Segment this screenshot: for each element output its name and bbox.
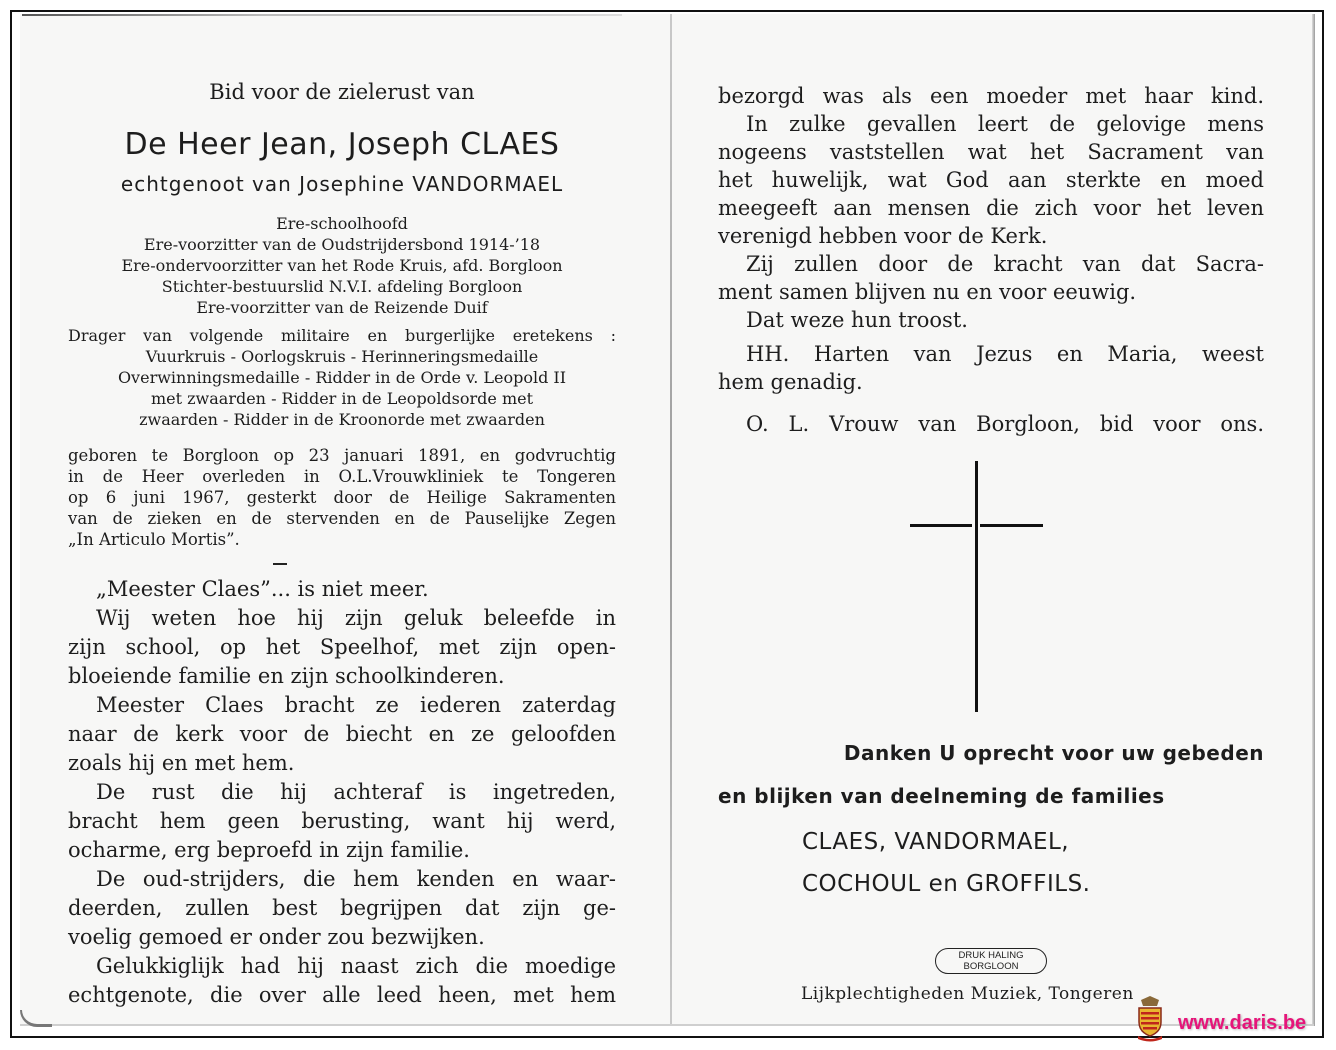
printer-stamp: [935, 948, 1047, 974]
title-line: Ere-ondervoorzitter van het Rode Kruis, afd. Borgloon: [121, 256, 563, 275]
eulogy-line: De oud-strijders, die hem kenden en waar-: [96, 867, 616, 891]
eulogy-line: Dat weze hun troost.: [746, 308, 968, 332]
eulogy-line: meegeeft aan mensen die zich voor het leven: [718, 196, 1264, 220]
title-line: Ere-voorzitter van de Reizende Duif: [196, 298, 488, 317]
family-line: COCHOUL en GROFFILS.: [802, 871, 1091, 897]
eulogy-line: Gelukkiglijk had hij naast zich die moedige: [96, 954, 616, 978]
funeral-director: Lijkplechtigheden Muziek, Tongeren: [801, 984, 1134, 1004]
thanks-line: en blijken van deelneming de families: [718, 784, 1165, 808]
eulogy-line: Meester Claes bracht ze iederen zaterdag: [96, 693, 616, 717]
title-line: Ere-schoolhoofd: [276, 214, 408, 233]
card-fold: [670, 14, 672, 1026]
title-line: Ere-voorzitter van de Oudstrijdersbond 1914-’18: [143, 235, 541, 254]
biography-line: op 6 juni 1967, gesterkt door de Heilige Sakramenten: [68, 488, 616, 507]
eulogy-line: De rust die hij achteraf is ingetreden,: [96, 780, 616, 804]
heraldic-crest-icon: [1135, 996, 1165, 1042]
eulogy-line: zoals hij en met hem.: [68, 751, 295, 775]
decorations-line: zwaarden - Ridder in de Kroonorde met zwaarden: [139, 410, 545, 429]
cross-arm-right: [980, 524, 1043, 527]
deceased-name: De Heer Jean, Joseph CLAES: [124, 127, 560, 162]
decorations-line: Drager van volgende militaire en burgerlijke eretekens :: [68, 326, 616, 345]
eulogy-line: In zulke gevallen leert de gelovige mens: [746, 112, 1264, 136]
thanks-line: Danken U oprecht voor uw gebeden: [843, 741, 1264, 765]
eulogy-line: bezorgd was als een moeder met haar kind.: [718, 84, 1264, 108]
section-divider: [273, 563, 287, 565]
eulogy-line: deerden, zullen best begrijpen dat zijn ge-: [68, 896, 616, 920]
printer-town: BORGLOON: [963, 961, 1019, 972]
biography-line: in de Heer overleden in O.L.Vrouwkliniek te Tongeren: [68, 467, 616, 486]
decorations-line: Vuurkruis - Oorlogskruis - Herinneringsmedaille: [145, 347, 539, 366]
printer-name: DRUK HALING: [958, 950, 1024, 961]
eulogy-line: hem genadig.: [718, 370, 863, 394]
eulogy-line: bloeiende familie en zijn schoolkinderen.: [68, 664, 505, 688]
watermark-site[interactable]: www.daris.be: [1178, 1012, 1307, 1034]
cross-upright: [975, 461, 978, 712]
eulogy-line: Wij weten hoe hij zijn geluk beleefde in: [96, 606, 616, 630]
eulogy-line: verenigd hebben voor de Kerk.: [718, 224, 1048, 248]
prayer-intro: Bid voor de zielerust van: [209, 80, 475, 104]
eulogy-line: echtgenote, die over alle leed heen, met hem: [68, 983, 616, 1007]
card-right-edge: [1312, 14, 1315, 1026]
eulogy-line: ocharme, erg beproefd in zijn familie.: [68, 838, 470, 862]
cross-arm-left: [910, 524, 972, 527]
eulogy-line: voelig gemoed er onder zou bezwijken.: [68, 925, 485, 949]
eulogy-line: ment samen blijven nu en voor eeuwig.: [718, 280, 1137, 304]
title-line: Stichter-bestuurslid N.V.I. afdeling Borgloon: [161, 277, 523, 296]
spouse-line: echtgenoot van Josephine VANDORMAEL: [120, 172, 564, 196]
decorations-line: met zwaarden - Ridder in de Leopoldsorde met: [150, 389, 534, 408]
eulogy-line: HH. Harten van Jezus en Maria, weest: [746, 342, 1264, 366]
prayer-line: O. L. Vrouw van Borgloon, bid voor ons.: [746, 412, 1264, 436]
decorations-line: Overwinningsmedaille - Ridder in de Orde v. Leopold II: [117, 368, 567, 387]
biography-line: „In Articulo Mortis”.: [68, 530, 240, 549]
eulogy-line: Zij zullen door de kracht van dat Sacra-: [746, 252, 1264, 276]
family-line: CLAES, VANDORMAEL,: [802, 829, 1070, 855]
eulogy-line: het huwelijk, wat God aan sterkte en moed: [718, 168, 1264, 192]
eulogy-line: „Meester Claes”... is niet meer.: [96, 577, 429, 601]
left-page: [68, 0, 616, 1050]
eulogy-line: nogeens vaststellen wat het Sacrament van: [718, 140, 1264, 164]
biography-line: van de zieken en de stervenden en de Pauselijke Zegen: [68, 509, 616, 528]
eulogy-line: bracht hem geen berusting, want hij werd,: [68, 809, 616, 833]
eulogy-line: zijn school, op het Speelhof, met zijn open-: [68, 635, 616, 659]
biography-line: geboren te Borgloon op 23 januari 1891, en godvruchtig: [68, 446, 616, 465]
eulogy-line: naar de kerk voor de biecht en ze geloofden: [68, 722, 616, 746]
